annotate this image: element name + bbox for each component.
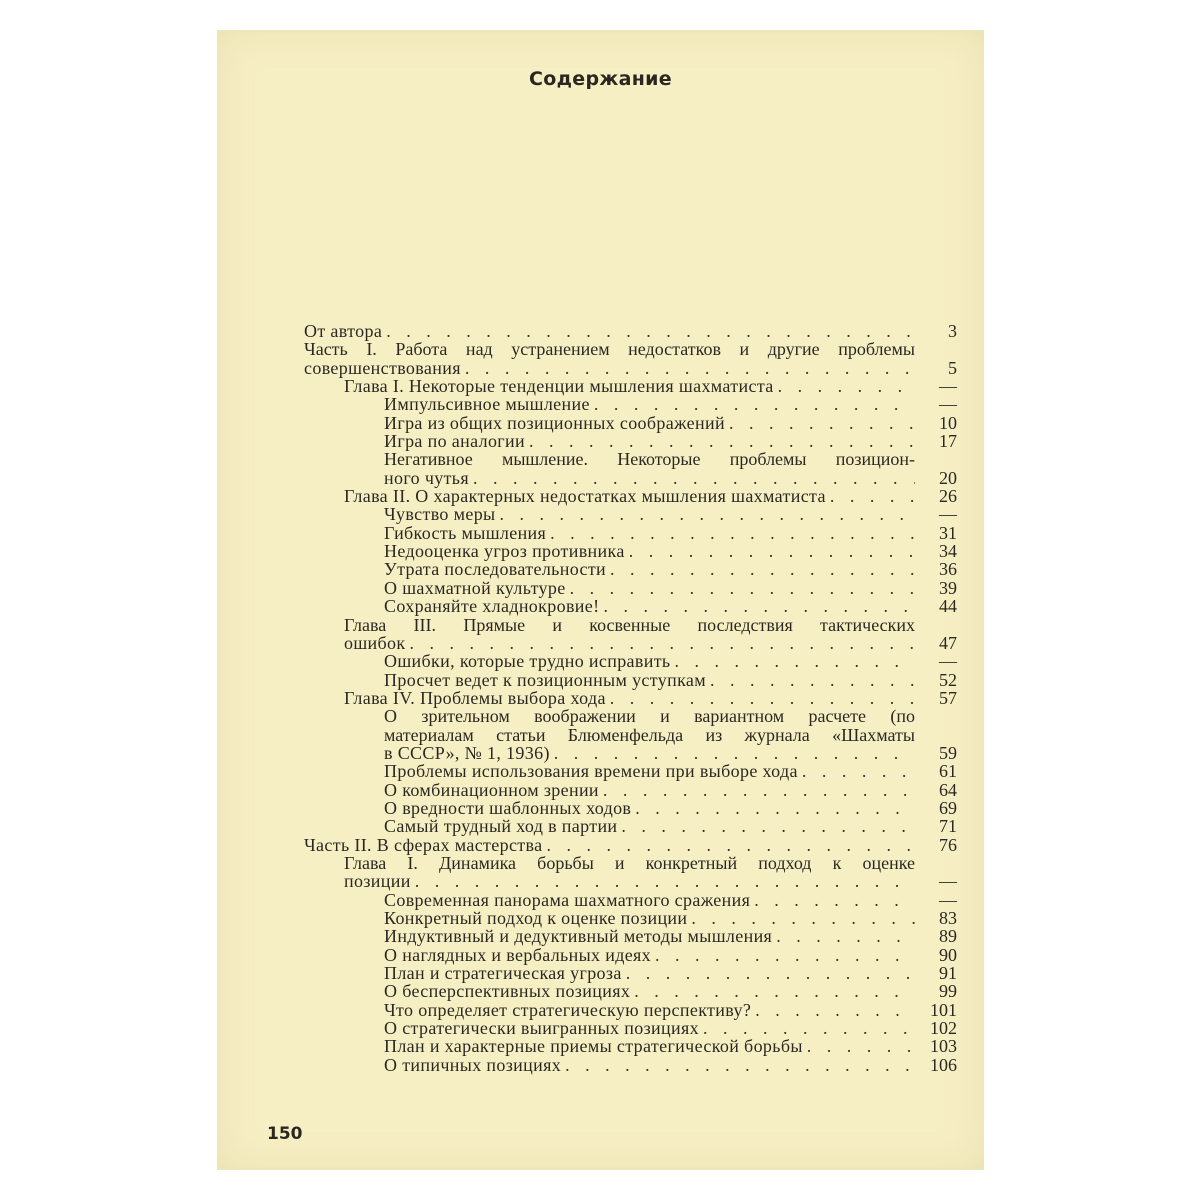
toc-entry-page: 47 [939,632,957,653]
toc-entry-page: 64 [939,779,957,800]
dot-leader [610,689,915,707]
toc-entry [304,597,957,615]
dot-leader [629,542,915,560]
dot-leader [550,524,915,542]
toc-entry: Часть I. Работа над устранением недостатков и другие проблемы [304,339,915,360]
dot-leader [778,377,915,395]
toc-entry-title: Чувство меры [384,504,496,525]
dot-leader [570,579,915,597]
toc-entry-title: ошибок [344,632,406,653]
toc-entry [304,762,957,780]
dot-leader [754,891,915,909]
toc-entry [304,414,957,432]
dot-leader [802,762,915,780]
toc-entry-title: О вредности шаблонных ходов [384,797,632,818]
toc-entry [304,560,957,578]
dot-leader [621,817,915,835]
toc-entry [304,799,957,817]
dot-leader [655,946,915,964]
toc-entry [304,671,957,689]
toc-entry-title: Ошибки, которые трудно исправить [384,651,671,672]
dot-leader [546,836,915,854]
toc-entry [304,322,957,340]
dot-leader [703,1019,915,1037]
toc-entry [304,395,957,413]
toc-entry-title: О комбинационном зрении [384,779,599,800]
toc-entry-page: — [939,889,957,910]
toc-entry-page: 90 [939,944,957,965]
toc-entry-title: Глава I. Некоторые тенденции мышления шахматиста [344,376,774,397]
toc-entry [304,579,957,597]
toc-entry-title: Утрата последовательности [384,559,607,580]
book-page [217,30,984,1170]
toc-entry [304,1001,957,1019]
toc-entry-title: позиции [344,871,411,892]
dot-leader [465,359,915,377]
dot-leader [710,671,915,689]
toc-entry-page: 106 [930,1054,957,1075]
toc-entry [304,1019,957,1037]
toc-entry-title: совершенствования [304,357,461,378]
toc-entry-page: 71 [939,816,957,837]
toc-entry-page: 69 [939,797,957,818]
toc-entry-title: Индуктивный и дедуктивный методы мышления [384,926,773,947]
toc-entry-title: Самый трудный ход в партии [384,816,618,837]
toc-entry-page: 76 [939,834,957,855]
toc-entry-title: Сохраняйте хладнокровие! [384,596,600,617]
toc-entry [304,377,957,395]
dot-leader [807,1037,915,1055]
toc-entry-title: План и стратегическая угроза [384,963,622,984]
toc-entry [304,964,957,982]
dot-leader [776,927,915,945]
toc-entry-page: 57 [939,687,957,708]
toc-entry-page: 34 [939,541,957,562]
toc-entry [304,689,957,707]
dot-leader [610,560,915,578]
dot-leader [473,469,915,487]
toc-entry-title: О стратегически выигранных позициях [384,1018,699,1039]
toc-entry: О зрительном воображении и вариантном расчете (по [384,706,915,727]
toc-entry [304,946,957,964]
toc-entry-title: Игра из общих позиционных соображений [384,412,725,433]
toc-entry-title: Гибкость мышления [384,522,547,543]
toc-entry-title: О наглядных и вербальных идеях [384,944,652,965]
toc-entry-title: Импульсивное мышление [384,394,590,415]
toc-entry-title: О типичных позициях [384,1054,562,1075]
dot-leader [500,505,916,523]
toc-entry-page: 91 [939,963,957,984]
dot-leader [529,432,915,450]
toc-entry [304,836,957,854]
dot-leader [565,1056,915,1074]
toc-entry-title: О бесперспективных позициях [384,981,631,1002]
toc-entry-page: 44 [939,596,957,617]
toc-entry [304,487,957,505]
toc-entry-page: 99 [939,981,957,1002]
toc-entry-page: 36 [939,559,957,580]
dot-leader [554,744,915,762]
toc-entry-page: — [939,376,957,397]
dot-leader [410,634,916,652]
dot-leader [603,597,915,615]
dot-leader [691,909,915,927]
toc-entry [304,524,957,542]
toc-entry-page: 89 [939,926,957,947]
dot-leader [830,487,915,505]
toc-entry [304,359,957,377]
toc-entry [304,927,957,945]
toc-entry [304,505,957,523]
toc-entry-page: 26 [939,486,957,507]
toc-entry-title: Часть II. В сферах мастерства [304,834,543,855]
toc-entry-page: 5 [948,357,957,378]
toc-entry-page: — [939,871,957,892]
toc-entry-page: 31 [939,522,957,543]
dot-leader [415,872,915,890]
toc-entry-page: 101 [930,999,957,1020]
toc-entry-title: Глава II. О характерных недостатках мышления шахматиста [344,486,826,507]
toc-entry [304,432,957,450]
toc-entry [304,781,957,799]
toc-entry-title: От автора [304,321,383,341]
toc-entry-page: 52 [939,669,957,690]
toc-entry-title: План и характерные приемы стратегической борьбы [384,1036,803,1057]
toc-entry [304,982,957,1000]
toc-entry-title: О шахматной культуре [384,577,566,598]
toc-entry-title: Игра по аналогии [384,431,526,452]
toc-entry-title: Что определяет стратегическую перспективу? [384,999,752,1020]
toc-entry-title: Просчет ведет к позиционным уступкам [384,669,706,690]
dot-leader [626,964,915,982]
toc-entry [304,652,957,670]
toc-entry-page: 102 [930,1018,957,1039]
toc-entry [304,1037,957,1055]
toc-entry-title: Глава IV. Проблемы выбора хода [344,687,606,708]
toc-entry-title: Современная панорама шахматного сражения [384,889,751,910]
toc-entry [304,744,957,762]
toc-entry-page: 17 [939,431,957,452]
dot-leader [635,799,915,817]
toc-entry-page: 59 [939,742,957,763]
toc-entry [304,1056,957,1074]
toc-entry-page: 20 [939,467,957,488]
toc-entry: Глава I. Динамика борьбы и конкретный подход к оценке [344,852,915,873]
dot-leader [594,395,915,413]
toc-entry-page: 10 [939,412,957,433]
toc-entry: Глава III. Прямые и косвенные последствия тактических [344,614,915,635]
toc-entry-title: Недооценка угроз противника [384,541,625,562]
page-title: Содержание [529,68,672,90]
toc-entry-page: 61 [939,761,957,782]
toc-entry: Негативное мышление. Некоторые проблемы позицион- [384,449,915,470]
toc-entry [304,909,957,927]
toc-entry-title: Проблемы использования времени при выборе хода [384,761,798,782]
toc-entry-page: — [939,504,957,525]
toc-entry [304,542,957,560]
toc-entry [304,469,957,487]
table-of-contents [304,322,957,1074]
dot-leader [386,322,915,340]
toc-entry [304,872,957,890]
toc-entry-page: 39 [939,577,957,598]
dot-leader [729,414,915,432]
toc-entry-page: 103 [930,1036,957,1057]
dot-leader [603,781,915,799]
toc-entry-title: в СССР», № 1, 1936) [384,742,550,763]
toc-entry-page: — [939,651,957,672]
toc-entry-page: 3 [948,321,957,341]
toc-entry [304,634,957,652]
toc-entry [304,817,957,835]
dot-leader [755,1001,915,1019]
toc-entry [304,891,957,909]
dot-leader [634,982,915,1000]
toc-entry-title: ного чутья [384,467,469,488]
toc-entry-page: 83 [939,908,957,928]
page-number: 150 [267,1124,303,1144]
toc-entry: материалам статьи Блюменфельда из журнала «Шахматы [384,724,915,745]
toc-entry-page: — [939,394,957,415]
toc-entry-title: Конкретный подход к оценке позиции [384,908,688,928]
dot-leader [675,652,916,670]
